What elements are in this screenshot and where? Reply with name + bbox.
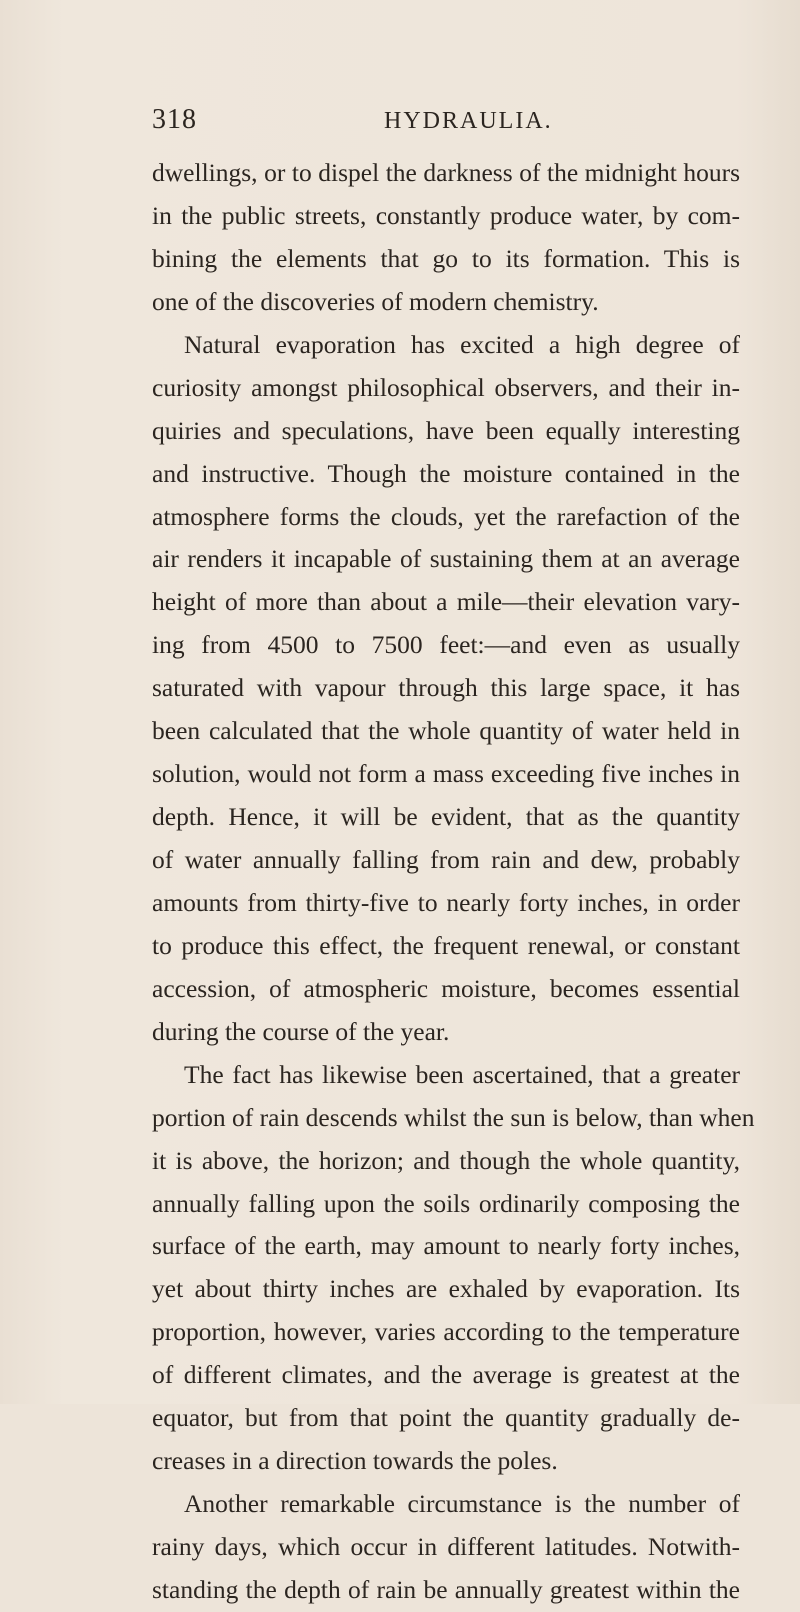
text-line: height of more than about a mile—their elevation vary-	[152, 587, 740, 617]
text-line: portion of rain descends whilst the sun is below, than when	[152, 1102, 755, 1132]
text-line: to produce this effect, the frequent renewal, or constant	[152, 930, 740, 960]
text-line: Natural evaporation has excited a high degree of	[184, 329, 740, 359]
text-line: depth. Hence, it will be evident, that as the quantity	[152, 802, 740, 832]
text-line: creases in a direction towards the poles.	[152, 1446, 558, 1476]
text-line: yet about thirty inches are exhaled by evaporation. Its	[152, 1274, 740, 1304]
text-line: The fact has likewise been ascertained, that a greater	[184, 1059, 740, 1089]
text-line: dwellings, or to dispel the darkness of the midnight hours	[152, 158, 740, 187]
text-line: Another remarkable circumstance is the number of	[184, 1489, 740, 1519]
text-line: rainy days, which occur in different latitudes. Notwith-	[152, 1532, 740, 1561]
text-line: ing from 4500 to 7500 feet:—and even as usually	[152, 630, 740, 660]
text-line: during the course of the year.	[152, 1016, 450, 1046]
text-line: air renders it incapable of sustaining them at an average	[152, 544, 740, 574]
text-line: standing the depth of rain be annually greatest within the	[152, 1574, 740, 1604]
body-text	[152, 152, 755, 1612]
text-line: surface of the earth, may amount to nearly forty inches,	[152, 1231, 740, 1261]
text-line: it is above, the horizon; and though the whole quantity,	[152, 1145, 740, 1175]
page-header	[152, 104, 742, 144]
text-line: quiries and speculations, have been equally interesting	[152, 415, 740, 445]
text-line: in the public streets, constantly produce water, by com-	[152, 200, 740, 230]
text-line: proportion, however, varies according to the temperature	[152, 1317, 740, 1347]
text-line: of different climates, and the average is greatest at the	[152, 1360, 740, 1390]
text-line: atmosphere forms the clouds, yet the rarefaction of the	[152, 501, 740, 531]
text-line: amounts from thirty-five to nearly forty inches, in order	[152, 887, 740, 917]
text-line: bining the elements that go to its formation. This is	[152, 243, 740, 273]
text-line: saturated with vapour through this large space, it has	[152, 673, 740, 703]
text-line: and instructive. Though the moisture contained in the	[152, 458, 740, 488]
text-line: accession, of atmospheric moisture, becomes essential	[152, 973, 740, 1003]
text-line: annually falling upon the soils ordinarily composing the	[152, 1188, 740, 1218]
text-line: one of the discoveries of modern chemistry.	[152, 286, 599, 316]
text-line: of water annually falling from rain and dew, probably	[152, 845, 740, 874]
running-title: HYDRAULIA.	[384, 108, 553, 134]
text-line: been calculated that the whole quantity of water held in	[152, 716, 740, 746]
text-line: solution, would not form a mass exceeding five inches in	[152, 759, 740, 789]
text-line: equator, but from that point the quantity gradually de-	[152, 1403, 740, 1433]
text-line: curiosity amongst philosophical observers, and their in-	[152, 372, 740, 402]
page-number: 318	[152, 104, 197, 135]
